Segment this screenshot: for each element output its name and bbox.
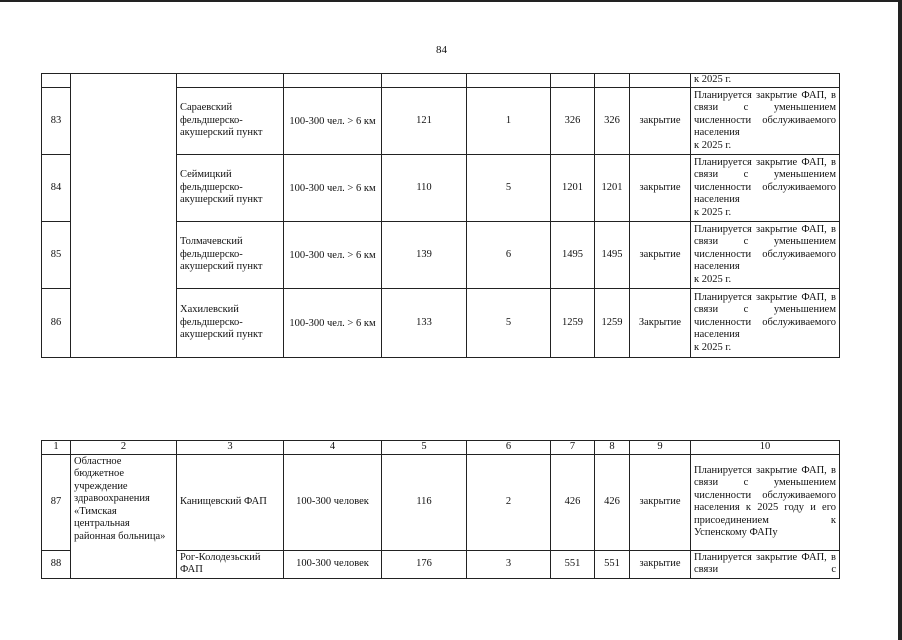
cell-name: Хахилевский фельдшерско-акушерский пункт — [177, 289, 284, 358]
facilities-table-timsky — [41, 440, 840, 579]
cell-c5: 176 — [382, 550, 467, 578]
page-number: 84 — [436, 44, 447, 56]
cell-population: 100-300 человек — [284, 550, 382, 578]
cell-name — [177, 74, 284, 88]
cell-num: 85 — [42, 222, 71, 289]
cell-c5 — [382, 74, 467, 88]
cell-population: 100-300 чел. > 6 км — [284, 88, 382, 155]
column-number-7: 7 — [551, 441, 595, 455]
cell-action: закрытие — [630, 550, 691, 578]
column-number-2: 2 — [71, 441, 177, 455]
column-number-3: 3 — [177, 441, 284, 455]
cell-c8: 1259 — [595, 289, 630, 358]
cell-action: закрытие — [630, 155, 691, 222]
cell-note: Планируется закрытие ФАП, в связи с уменьшением численности обслуживаемого населения к 2025 г. — [691, 289, 840, 358]
cell-c8 — [595, 74, 630, 88]
column-number-1: 1 — [42, 441, 71, 455]
column-number-5: 5 — [382, 441, 467, 455]
cell-c5: 133 — [382, 289, 467, 358]
cell-c6: 3 — [467, 550, 551, 578]
cell-c5: 139 — [382, 222, 467, 289]
cell-c6: 1 — [467, 88, 551, 155]
table-row — [42, 74, 840, 88]
cell-action: закрытие — [630, 222, 691, 289]
cell-name: Сеймицкий фельдшерско-акушерский пункт — [177, 155, 284, 222]
cell-action: закрытие — [630, 454, 691, 550]
cell-num: 84 — [42, 155, 71, 222]
cell-c6: 6 — [467, 222, 551, 289]
cell-note: к 2025 г. — [691, 74, 840, 88]
cell-c7: 1495 — [551, 222, 595, 289]
cell-num: 87 — [42, 454, 71, 550]
cell-population — [284, 74, 382, 88]
cell-c8: 551 — [595, 550, 630, 578]
table-row — [42, 454, 840, 550]
cell-name: Канищевский ФАП — [177, 454, 284, 550]
cell-name: Рог-Колодезьский ФАП — [177, 550, 284, 578]
cell-population: 100-300 человек — [284, 454, 382, 550]
cell-num — [42, 74, 71, 88]
cell-c8: 426 — [595, 454, 630, 550]
cell-c7: 1201 — [551, 155, 595, 222]
facilities-table-continued — [41, 73, 840, 358]
cell-name: Толмачевский фельдшерско-акушерский пункт — [177, 222, 284, 289]
column-number-8: 8 — [595, 441, 630, 455]
cell-note: Планируется закрытие ФАП, в связи с — [691, 550, 840, 578]
cell-c7: 326 — [551, 88, 595, 155]
cell-c7 — [551, 74, 595, 88]
cell-num: 86 — [42, 289, 71, 358]
cell-note: Планируется закрытие ФАП, в связи с уменьшением численности обслуживаемого населения к 2025 г. — [691, 222, 840, 289]
scan-border-top — [0, 0, 902, 2]
cell-c7: 426 — [551, 454, 595, 550]
cell-institution: Областное бюджетное учреждение здравоохранения «Тимская центральная районная больница» — [71, 454, 177, 578]
cell-name: Сараевский фельдшерско-акушерский пункт — [177, 88, 284, 155]
cell-c6: 5 — [467, 155, 551, 222]
cell-c6: 5 — [467, 289, 551, 358]
column-number-10: 10 — [691, 441, 840, 455]
cell-c7: 551 — [551, 550, 595, 578]
cell-action — [630, 74, 691, 88]
cell-institution — [71, 74, 177, 358]
cell-note: Планируется закрытие ФАП, в связи с уменьшением численности обслуживаемого населения к 2025 г. — [691, 155, 840, 222]
header-row — [42, 441, 840, 455]
cell-c6 — [467, 74, 551, 88]
cell-c5: 121 — [382, 88, 467, 155]
cell-population: 100-300 чел. > 6 км — [284, 222, 382, 289]
cell-action: Закрытие — [630, 289, 691, 358]
cell-action: закрытие — [630, 88, 691, 155]
cell-population: 100-300 чел. > 6 км — [284, 289, 382, 358]
cell-c6: 2 — [467, 454, 551, 550]
scan-border-right — [898, 0, 902, 640]
cell-note: Планируется закрытие ФАП, в связи с уменьшением численности обслуживаемого населения к 2025 году и его присоединением к Успенскому ФАПу — [691, 454, 840, 550]
cell-c8: 1201 — [595, 155, 630, 222]
cell-c7: 1259 — [551, 289, 595, 358]
cell-num: 88 — [42, 550, 71, 578]
cell-c5: 116 — [382, 454, 467, 550]
column-number-9: 9 — [630, 441, 691, 455]
cell-num: 83 — [42, 88, 71, 155]
cell-note: Планируется закрытие ФАП, в связи с уменьшением численности обслуживаемого населения к 2025 г. — [691, 88, 840, 155]
cell-c8: 326 — [595, 88, 630, 155]
column-number-4: 4 — [284, 441, 382, 455]
column-number-6: 6 — [467, 441, 551, 455]
cell-population: 100-300 чел. > 6 км — [284, 155, 382, 222]
cell-c8: 1495 — [595, 222, 630, 289]
cell-c5: 110 — [382, 155, 467, 222]
